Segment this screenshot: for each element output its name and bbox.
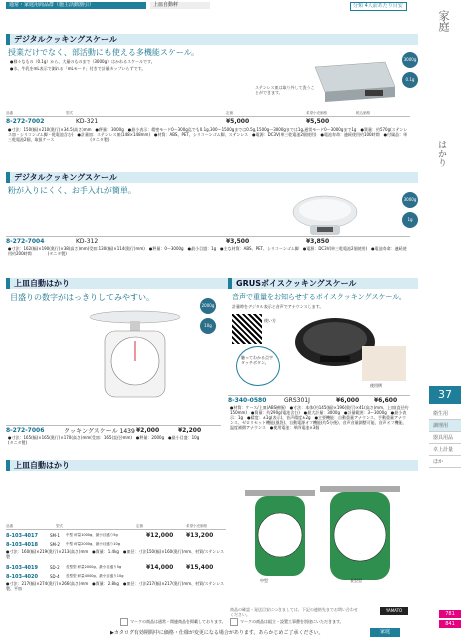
sec3-spec: ●寸法：165(幅)×165(奥行)×170(高さ)mm(受皿：165(直径)mm) ●秤量：2000g ●最小目盛：10g (タニタ製) — [8, 435, 252, 445]
sec2-subtitle: 粉が入りにくく、お手入れが簡単。 — [8, 186, 136, 195]
page-ref-1: 781 — [439, 610, 461, 618]
right-sidebar — [425, 0, 462, 644]
sec2-price-row: 8-272-7004 KD-312 ¥3,500 ¥3,850 — [6, 236, 410, 246]
sidebar-item-2[interactable]: 器具用品 — [429, 432, 461, 444]
sec5-img-label-1: 長型型 — [350, 578, 362, 583]
legend-mark-2-icon — [230, 618, 238, 626]
sec2-badge-precision: 1g — [402, 212, 418, 228]
sec2-product-image — [285, 190, 365, 240]
sec4-usage-photo — [362, 346, 406, 381]
category-sub: はかり — [436, 140, 446, 167]
sidebar-item-4[interactable]: ほか — [429, 456, 461, 468]
sec3-badge-precision: 10g — [200, 318, 216, 334]
qr-code[interactable] — [232, 314, 262, 344]
sec3-price-row: 8-272-7006 クッキングスケール 1439 ¥2,000 ¥2,200 — [6, 425, 221, 435]
footer-legend-2: マークの商品は組立・設置工事費を別途にいただきます。 — [230, 618, 344, 626]
page-ref-2: 841 — [439, 620, 461, 628]
sidebar-item-0[interactable]: 衛生用 — [429, 408, 461, 420]
sec4-usage-label: 使い方 — [264, 318, 276, 323]
sec3-product-image — [80, 305, 190, 400]
footer-bottom-note: ▶カタログ有効期間中に価格・仕様が変更になる場合があります。あらかじめご了承ください。 — [110, 630, 324, 636]
sec4-spec: ●材質：ケース/上皿(ABS樹脂) ●寸法：本体(約145(幅)×196(奥行)×41(高さ)mm、上皿(直径約150mm) ●質量：約290g(電池含む) ●最大計量：3000g ●計量範囲：3〜3000g ●最小表示：1g ●精度：±1g(表示)、音声精度±2g ●主要機能：自動重量アナウンス、手動重量アナウンス、ゼロリセット機能(風袋)、自動電源オフ機能(約5分後)、音声音量調整可能、音声オフ機能、温度補償アナウンス ●使用電池：単四電池×3個 — [230, 405, 409, 430]
sec4-subtitle: 音声で重量をお知らせするボイスクッキングスケール。 — [232, 293, 406, 301]
sec4-bubble: 触ってわかる点字タッチボタン。 — [236, 346, 280, 386]
sec1-title: デジタルクッキングスケール — [6, 34, 418, 45]
sec1-bullet-1: ●水、牛乳をmL表示で測れる「mLモード」付きで計量カップいらずです。 — [10, 66, 146, 71]
sec1-price-row: 8-272-7002 KD-321 ¥5,000 ¥5,500 — [6, 118, 330, 125]
sec1-subtitle: 授業だけでなく、部活動にも使える多機能スケール。 — [8, 48, 200, 57]
table-row: 8-103-4019 SD-2 長型型 秤量2000g、最小目盛り5g ¥14,000 ¥15,400 — [6, 564, 214, 571]
table-row: 8-103-4020 SD-4 長型型 秤量4000g、最小目盛り10g — [6, 573, 124, 580]
category-main: 家庭 — [437, 10, 450, 32]
sec4-usage-example: 使用例 — [370, 383, 382, 388]
brand-logo: YAMATO — [380, 607, 408, 615]
sidebar-item-3[interactable]: 卓上計量 — [429, 444, 461, 456]
top-tab-right: 上皿自動秤 — [150, 2, 210, 9]
sec1-product-image — [300, 52, 400, 112]
sec4-price-row: 8-340-0580 GRS301J ¥6,000 ¥6,600 — [228, 395, 410, 405]
footer-note-left: 商品の確認・発送目安につきましては、下記の連絡先までお問い合わせください。 — [230, 607, 358, 617]
sec5-table-header: 品番 型式 定価 希望小売価格 — [6, 523, 226, 530]
sec2-badge-capacity: 3000g — [402, 192, 418, 208]
sidebar-item-1[interactable]: 調理用 — [429, 420, 461, 432]
sec1-bullet-0: ●様々なもの（0.1g）から、大量のものまで（3000g）はかれるスケールです。 — [10, 59, 155, 64]
sec1-code[interactable]: 8-272-7002 — [6, 118, 45, 125]
sec5-product-image — [240, 480, 410, 590]
footer-corner: 家庭 — [370, 628, 400, 637]
sec2-spec: ●寸法：162(幅)×190(奥行)×38(高さ)mm(受皿:130(幅)×114(奥行)mm) ●秤量：0〜3000g ●最小目盛：1g ●主な材質：ABS、PET、シリコーンゴム脚 ●電源：DC3V(単三乾電池2個使用) ●電池寿命：連続使用約200時間 (タニタ製) — [8, 246, 407, 256]
sec3-badge-capacity: 2000g — [200, 298, 216, 314]
table-row: 8-103-4017 SM-1 中型 秤量1000g、最小目盛り5g ¥12,000 ¥13,200 — [6, 532, 214, 539]
sec1-badge-capacity: 3000g — [402, 52, 418, 68]
sec5-table — [6, 531, 226, 595]
legend-mark-1-icon — [120, 618, 128, 626]
table-row: 8-103-4018 SM-2 中型 秤量2000g、最小目盛り10g — [6, 541, 120, 548]
sec1-callout: ステンレス皿は取り外して洗うことができます。 — [255, 85, 315, 95]
sec5-spec1: ●寸法：160(幅)×219(奥行)×213(高さ)mm ●質量：1.4kg ●皿径：寸法150(幅)×160(奥行)mm、材質/ステンレス製 — [6, 549, 224, 559]
sec5-spec2: ●寸法：217(幅)×274(奥行)×266(高さ)mm ●質量：2.8kg ●皿径：寸法217(幅)×217(奥行)mm、材質/ステンレス製、平皿 — [6, 581, 224, 591]
sec5-title: 上皿自動はかり — [6, 460, 418, 471]
sec2-title: デジタルクッキングスケール — [6, 172, 418, 183]
sec3-subtitle: 目盛りの数字がはっきりしてみやすい。 — [10, 293, 154, 302]
page-number: 37 — [429, 386, 461, 404]
top-tab-left: 通常・家庭用商品群（施主活動割引） — [6, 2, 146, 9]
sec3-title: 上皿自動はかり — [6, 278, 229, 289]
sec4-note: 計量時をデジタル表示と音声でアナウンスします。 — [232, 304, 324, 309]
sec1-spec: ●寸法：150(幅)×210(奥行)×34.5(高さ)mm ●秤量：3000g ●最小表示：精密モード0〜300g迄でも0.1g,300〜1500gまでは0.5g,1500g〜3000gまでは1g,通常モード0〜3000gまで1g ●質量：約570g(ステンレス皿・シリコンゴム脚・乾電池含む) ●計量皿：ステンレス皿(148×148mm) ●材質：ABS、PET、シリコーンゴム脚、ステンレス ●電源：DC3V(単三乾電池2個使用) ●電池寿命：連続使用約100時間 ●付属品：単三乾電池2個、取扱ケース (タニタ製) — [8, 127, 408, 142]
footer-legend-1: マークの商品は通常・関連商品を掲載しております。 — [120, 618, 226, 626]
top-right-badge: 分類 4人前あたり目安 — [350, 2, 407, 11]
sec4-title: GRUSボイスクッキングスケール — [228, 278, 418, 289]
sec1-table-header: 品番 型式 定価 希望小売価格 税込価格 — [6, 110, 410, 117]
sec1-badge-precision: 0.1g — [402, 72, 418, 88]
sec5-img-label-0: 中型 — [260, 578, 268, 583]
